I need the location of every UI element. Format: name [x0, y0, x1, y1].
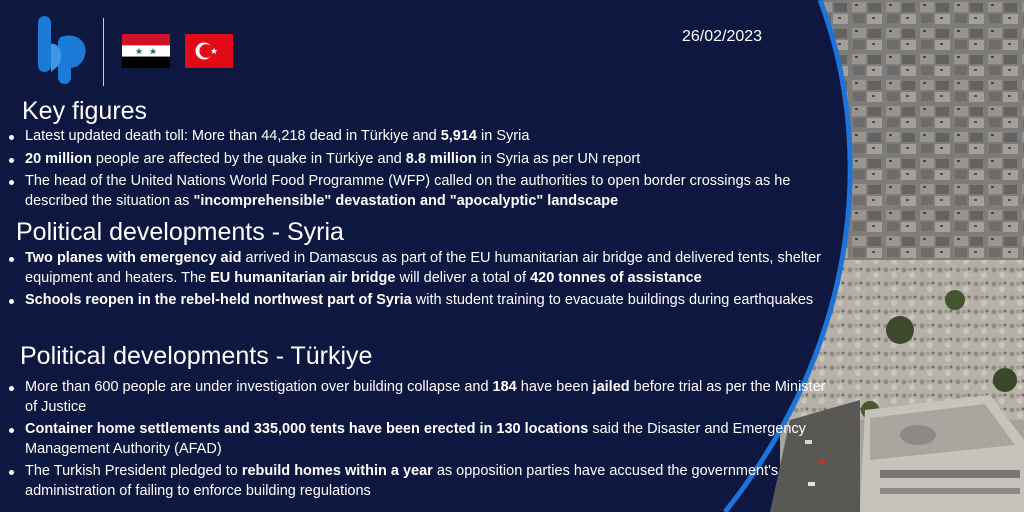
political-turkiye-list — [6, 378, 838, 504]
syria-flag-icon — [122, 34, 170, 68]
bullet-text: with student training to evacuate buildings during earthquakes — [411, 292, 814, 308]
bold-text: Two planes with emergency aid — [25, 250, 242, 266]
bold-text: jailed — [592, 379, 630, 395]
bold-text: Container home settlements and 335,000 tents have been erected in 130 locations — [25, 421, 589, 437]
political-syria-list — [6, 249, 838, 314]
bold-text: 420 tonnes of assistance — [530, 269, 702, 286]
section-title-political-syria: Political developments - Syria — [16, 218, 344, 246]
bullet-item — [6, 249, 838, 288]
bullet-item — [6, 150, 838, 170]
bullet-text: The Turkish President pledged to — [25, 463, 242, 479]
section-title-political-turkiye: Political developments - Türkiye — [20, 342, 373, 370]
bullet-text: Latest updated death toll: More than 44,218 dead in Türkiye and — [25, 128, 441, 144]
bullet-item — [6, 378, 838, 417]
key-figures-list — [6, 127, 838, 214]
bold-text: 184 — [492, 379, 517, 395]
bullet-text: people are affected by the quake in Türkiye and — [91, 150, 406, 167]
bullet-text: in Syria — [477, 128, 530, 144]
bold-text: 20 million — [25, 150, 92, 167]
bold-text: Schools reopen in the rebel-held northwest part of Syria — [25, 292, 412, 308]
bullet-item — [6, 127, 838, 147]
bold-text: EU humanitarian air bridge — [210, 269, 396, 286]
header-divider — [103, 18, 104, 86]
bullet-text: have been — [516, 379, 593, 395]
turkey-flag-icon — [185, 34, 233, 68]
bold-text: rebuild homes within a year — [241, 463, 433, 479]
bullet-text: as opposition parties have accused the government's administration of failing to enforce building regulations — [25, 463, 779, 499]
lp-logo-icon — [36, 14, 90, 86]
bold-text: "incomprehensible" devastation and "apocalyptic" landscape — [193, 192, 619, 209]
section-title-key-figures: Key figures — [22, 97, 148, 125]
bold-text: 8.8 million — [405, 150, 477, 167]
bullet-text: arrived in Damascus as part of the EU humanitarian air bridge and delivered tents, shelter equipment and heaters. The — [25, 250, 821, 286]
bold-text: 5,914 — [440, 128, 477, 144]
bullet-item — [6, 291, 838, 311]
bullet-text: More than 600 people are under investigation over building collapse and — [25, 379, 493, 395]
bullet-item — [6, 420, 838, 459]
bullet-text: said the Disaster and Emergency Management Authority (AFAD) — [25, 421, 806, 457]
bullet-text: The head of the United Nations World Food Programme (WFP) called on the authorities to open border crossings as he described the situation as — [25, 173, 791, 209]
bullet-item — [6, 462, 838, 501]
bullet-text: in Syria as per UN report — [476, 150, 641, 167]
bullet-item — [6, 172, 838, 211]
bullet-text: will deliver a total of — [395, 269, 531, 286]
report-date: 26/02/2023 — [682, 28, 763, 45]
bullet-text: before trial as per the Minister of Justice — [25, 379, 826, 415]
